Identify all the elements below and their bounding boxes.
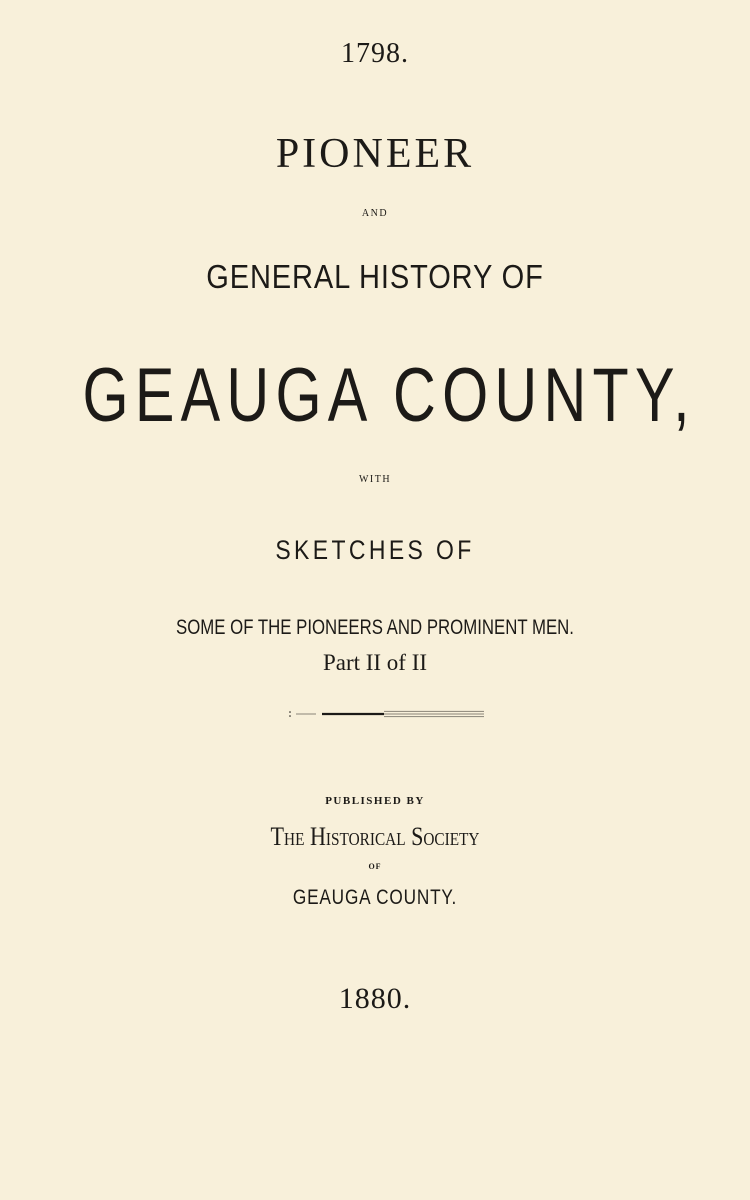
publisher-society: The Historical Society: [270, 822, 480, 851]
year-top: 1798.: [341, 38, 409, 69]
title-pioneer: PIONEER: [275, 131, 475, 177]
of-connector: OF: [368, 862, 382, 871]
publisher-county: GEAUGA COUNTY.: [292, 886, 458, 909]
subtitle: SOME OF THE PIONEERS AND PROMINENT MEN.: [176, 616, 574, 639]
with-connector: WITH: [358, 474, 392, 485]
decorative-rule: [288, 709, 484, 719]
year-bottom: 1880.: [338, 982, 412, 1015]
title-general-history: GENERAL HISTORY OF: [206, 258, 544, 295]
published-by-label: PUBLISHED BY: [325, 795, 425, 807]
part-label: Part II of II: [322, 650, 428, 675]
and-connector: AND: [361, 208, 389, 219]
title-county: GEAUGA COUNTY,: [82, 353, 696, 438]
sketches-heading: SKETCHES OF: [275, 535, 475, 565]
